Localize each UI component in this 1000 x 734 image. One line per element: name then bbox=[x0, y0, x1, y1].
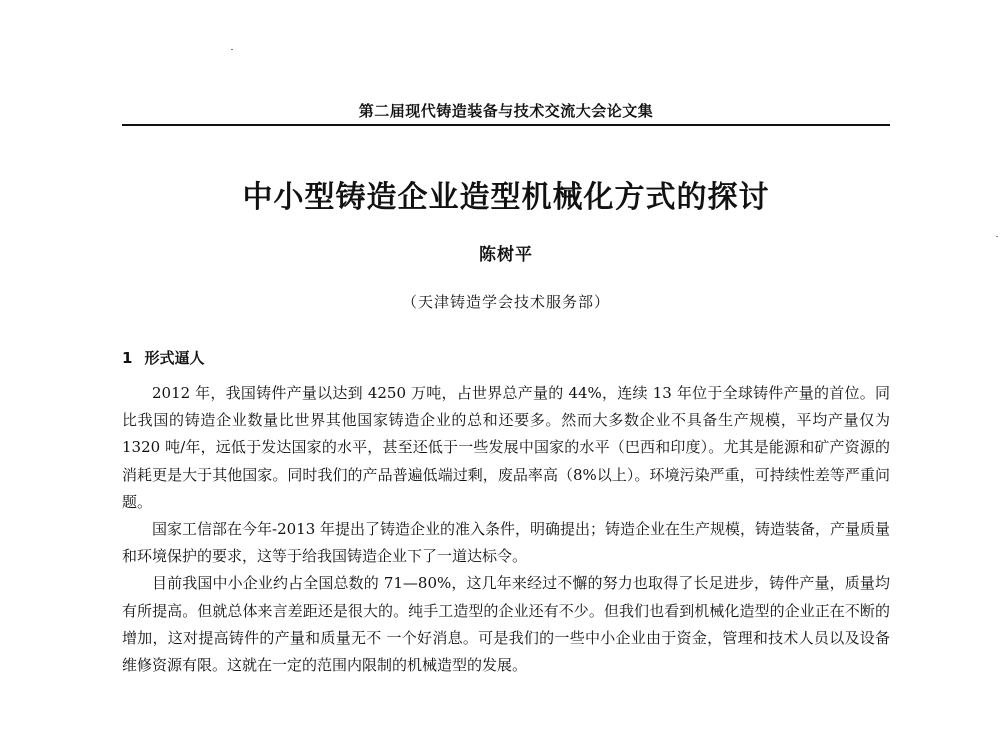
section-title: 形式逼人 bbox=[144, 349, 205, 367]
paragraph: 目前我国中小企业约占全国总数的 71—80%，这几年来经过不懈的努力也取得了长足进步，铸件产量，质量均有所提高。但就总体来言差距还是很大的。纯手工造型的企业还有不少。但我们也看到机械化造型的企业正在不断的增加，这对提高铸件的产量和质量无不 一个好消息。可是我们的一些中小企业由于资金，管理和技术人员以及设备维修资源有限。这就在一定的范围内限制的机械造型的发展。 bbox=[122, 574, 890, 675]
paragraph: 国家工信部在今年-2013 年提出了铸造企业的准入条件，明确提出；铸造企业在生产规模，铸造装备，产量质量和环境保护的要求，这等于给我国铸造企业下了一道达标令。 bbox=[122, 520, 891, 566]
author-name: 陈树平 bbox=[479, 245, 533, 265]
section-heading bbox=[122, 347, 204, 368]
author-affiliation: （天津铸造学会技术服务部） bbox=[401, 293, 610, 311]
running-header: 第二届现代铸造装备与技术交流大会论文集 bbox=[358, 102, 654, 120]
paper-title: 中小型铸造企业造型机械化方式的探讨 bbox=[242, 180, 770, 215]
header-rule bbox=[122, 124, 890, 126]
body-text bbox=[122, 380, 890, 679]
scan-speck bbox=[231, 49, 233, 50]
paragraph: 2012 年，我国铸件产量以达到 4250 万吨，占世界总产量的 44%，连续 13 年位于全球铸件产量的首位。同比我国的铸造企业数量比世界其他国家铸造企业的总和还要多。然而大多数企业不具备生产规模，平均产量仅为 1320 吨/年，远低于发达国家的水平，甚至还低于一些发展中国家的水平（巴西和印度）。尤其是能源和矿产资源的消耗更是大于其他国家。同时我们的产品普遍低端过剩，废品率高（8%以上）。环境污染严重，可持续性差等严重问题。 bbox=[122, 384, 890, 511]
section-number: 1 bbox=[122, 349, 133, 367]
scan-speck bbox=[996, 236, 998, 237]
